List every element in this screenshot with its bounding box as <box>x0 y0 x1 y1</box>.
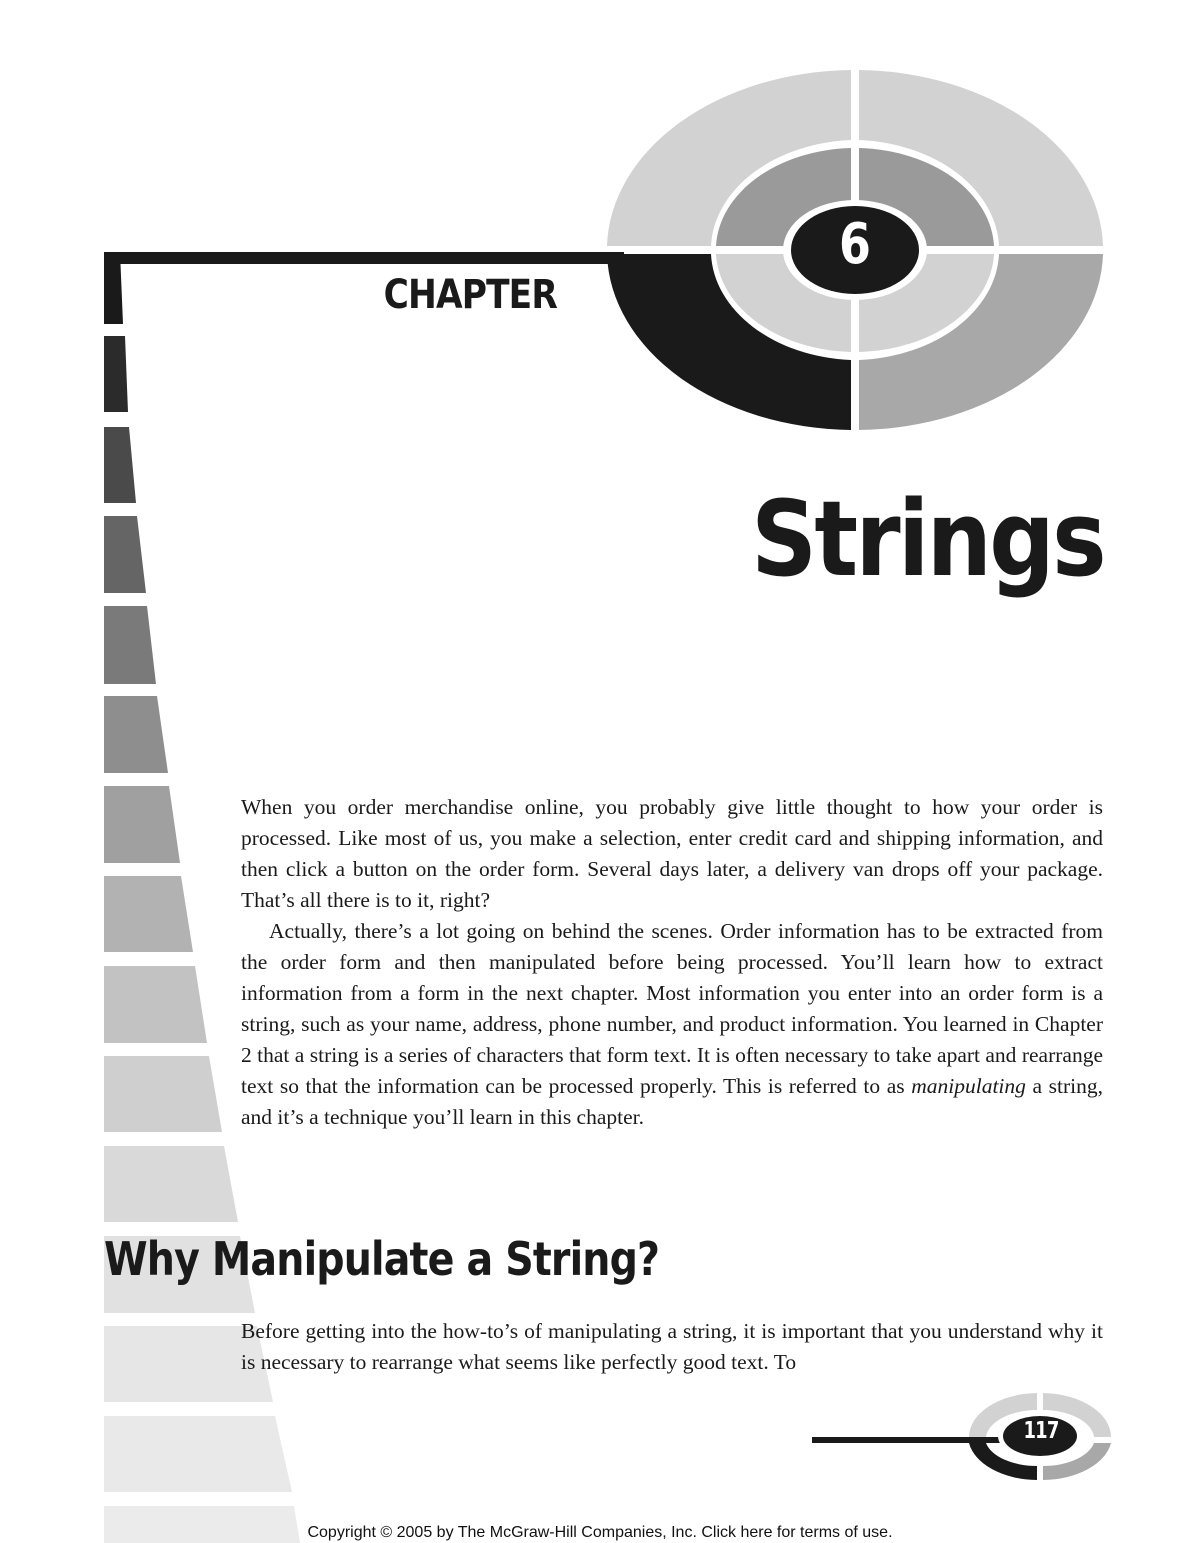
section-paragraph-1: Before getting into the how-to’s of manipulating a string, it is important that you understand why it is necessary to rearrange what seems like perfectly good text. To <box>241 1319 1103 1374</box>
chapter-label: CHAPTER <box>383 272 557 318</box>
terms-of-use-link[interactable]: Click here for terms of use. <box>701 1524 893 1541</box>
footer-rule <box>812 1437 1012 1443</box>
section-heading: Why Manipulate a String? <box>104 1232 660 1286</box>
intro-paragraph-1: When you order merchandise online, you probably give little thought to how your order is processed. Like most of us, you make a selection, enter credit card and shipping information, and then click a button on the order form. Several days later, a delivery van drops off your package. That’s all there is to it, right? <box>241 795 1103 912</box>
chapter-number: 6 <box>839 212 871 277</box>
copyright-notice <box>0 1523 1200 1543</box>
emphasis-manipulating: manipulating <box>911 1074 1026 1098</box>
copyright-text: Copyright © 2005 by The McGraw-Hill Companies, Inc. <box>307 1524 702 1541</box>
page-number: 117 <box>1023 1418 1059 1444</box>
intro-paragraph-2-part-2: a string, and it’s a technique you’ll learn in this chapter. <box>241 1074 1103 1129</box>
chapter-title: Strings <box>751 478 1104 600</box>
intro-paragraph-2-part-1: Actually, there’s a lot going on behind the scenes. Order information has to be extracted from the order form and then manipulated before being processed. You’ll learn how to extract information from a form in the next chapter. Most information you enter into an order form is a string, such as your name, address, phone number, and product information. You learned in Chapter 2 that a string is a series of characters that form text. It is often necessary to take apart and rearrange text so that the information can be processed properly. This is referred to as <box>241 919 1103 1098</box>
